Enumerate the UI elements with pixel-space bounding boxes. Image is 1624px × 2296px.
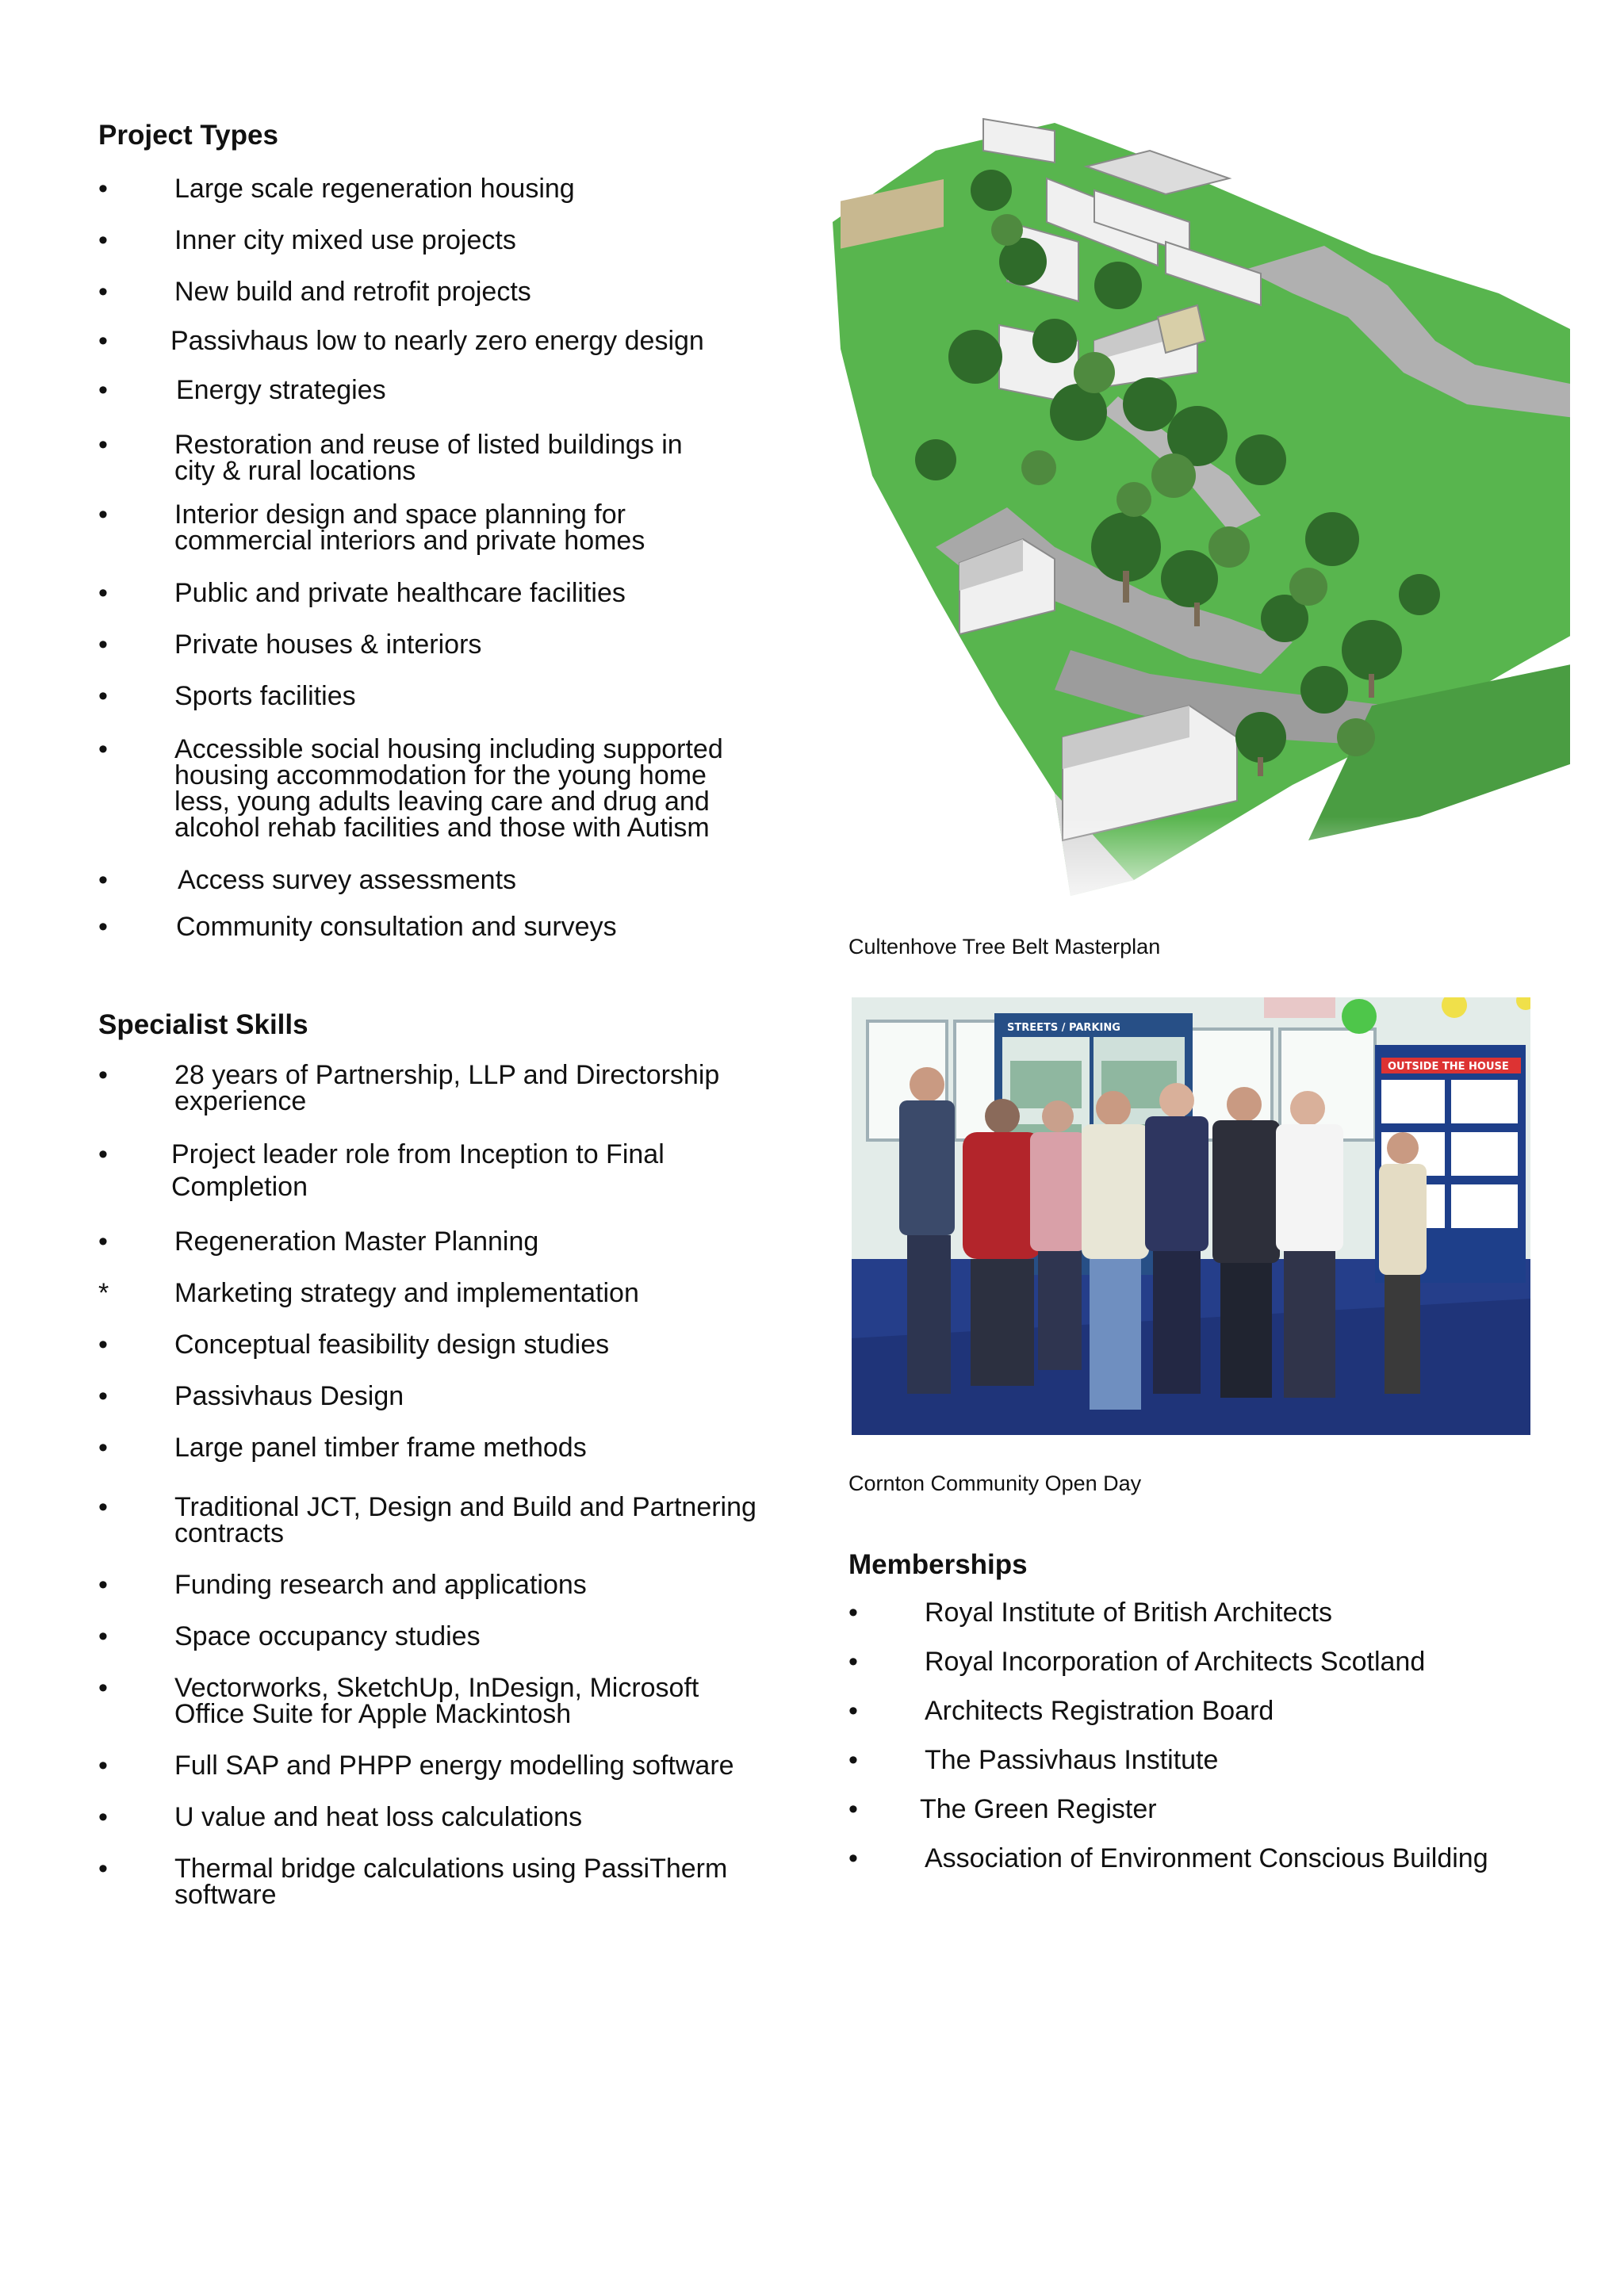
list-item-text: Large panel timber frame methods [174,1433,587,1463]
list-item [98,629,780,660]
list-item-text: Association of Environment Conscious Building [925,1843,1488,1873]
bullet-marker: • [98,1139,108,1169]
board-right-label: OUTSIDE THE HOUSE [1388,1061,1509,1073]
list-item [848,1747,1602,1774]
right-column [848,103,1602,1873]
bullet-marker: • [98,865,108,895]
list-item-text: Interior design and space planning for commercial interiors and private homes [174,499,645,556]
list-item [848,1843,1602,1873]
list-item-text: The Passivhaus Institute [925,1745,1219,1775]
bullet-marker: • [98,225,108,255]
bullet-marker: • [98,1802,108,1832]
list-item [98,1572,780,1598]
list-item [98,683,780,710]
list-item-text: Access survey assessments [178,865,517,895]
list-item [848,1698,1602,1724]
list-item-text: Funding research and applications [174,1570,587,1600]
list-item [98,1226,780,1257]
bullet-marker: • [98,174,108,204]
bullet-marker: • [98,1854,108,1884]
list-item-text: Conceptual feasibility design studies [174,1330,610,1360]
list-item [98,279,780,305]
list-item-text: Vectorworks, SketchUp, InDesign, Microsoft Office Suite for Apple Mackintosh [174,1673,699,1729]
list-item-text: Space occupancy studies [174,1621,481,1651]
list-item-text: Traditional JCT, Design and Build and Partnering contracts [174,1492,756,1548]
open-day-caption: Cornton Community Open Day [848,1471,1142,1495]
specialist-skills-list [98,1062,780,1908]
list-item [98,1138,726,1203]
list-item [98,377,780,404]
bullet-marker: • [848,1794,858,1824]
bullet-marker: • [98,734,108,764]
list-item [98,1804,780,1831]
bullet-marker: • [98,430,108,460]
list-item [98,1280,780,1307]
list-item [98,1621,780,1651]
list-item-text: Restoration and reuse of listed buildings in city & rural locations [174,430,683,486]
bullet-marker: • [98,912,108,942]
list-item-text: Marketing strategy and implementation [174,1278,639,1308]
list-item [848,1649,1602,1675]
bullet-marker: • [98,375,108,405]
list-item-text: Royal Incorporation of Architects Scotland [925,1647,1426,1677]
list-item [98,1494,793,1547]
list-item-text: Project leader role from Inception to Final Completion [171,1139,665,1202]
board-left-label: STREETS / PARKING [1007,1022,1120,1034]
bullet-marker: • [98,1492,108,1522]
list-item [98,225,780,255]
list-item-text: Energy strategies [176,375,386,405]
list-item [98,1856,745,1908]
list-item [98,1062,745,1115]
list-item-text: Private houses & interiors [174,629,482,660]
bullet-marker: • [848,1696,858,1726]
bullet-marker: • [848,1843,858,1873]
list-item-text: The Green Register [920,1794,1157,1824]
list-item [98,328,780,354]
list-item-text: Community consultation and surveys [176,912,617,942]
open-day-photo [852,997,1530,1435]
bullet-marker: • [98,1621,108,1651]
list-item-text: Inner city mixed use projects [174,225,516,255]
masterplan-caption: Cultenhove Tree Belt Masterplan [848,935,1161,959]
masterplan-image [817,103,1570,912]
list-item-text: Sports facilities [174,681,356,711]
masterplan-drawing [817,103,1570,912]
bullet-marker: • [98,1570,108,1600]
list-item-text: Full SAP and PHPP energy modelling software [174,1751,734,1781]
bullet-marker: • [848,1598,858,1628]
list-item-text: New build and retrofit projects [174,277,531,307]
left-column [98,119,780,1908]
list-item [848,1600,1602,1626]
list-item-text: Public and private healthcare facilities [174,578,626,608]
list-item-text: 28 years of Partnership, LLP and Directorship experience [174,1060,720,1116]
list-item [98,867,780,894]
list-item-text: Large scale regeneration housing [174,174,575,204]
list-item-text: Regeneration Master Planning [174,1226,539,1257]
list-item-text: Passivhaus low to nearly zero energy design [170,326,704,356]
bullet-marker: • [98,1060,108,1090]
list-item-text: Passivhaus Design [174,1381,404,1411]
list-item [98,1332,780,1358]
specialist-skills-heading: Specialist Skills [98,1009,308,1040]
bullet-marker: • [848,1745,858,1775]
project-types-list [98,176,780,940]
bullet-marker: * [98,1278,109,1308]
list-item [98,1435,780,1461]
list-item [98,734,745,843]
bullet-marker: • [98,681,108,711]
bullet-marker: • [98,1226,108,1257]
bullet-marker: • [98,578,108,608]
bullet-marker: • [98,1330,108,1360]
list-item [98,1675,730,1728]
bullet-marker: • [98,1751,108,1781]
list-item-text: Thermal bridge calculations using PassiTherm software [174,1854,728,1910]
list-item-text: Royal Institute of British Architects [925,1598,1332,1628]
list-item-text: U value and heat loss calculations [174,1802,583,1832]
bullet-marker: • [98,1381,108,1411]
list-item [848,1794,1602,1824]
list-item [98,1383,780,1410]
bullet-marker: • [98,629,108,660]
list-item-text: Accessible social housing including supported housing accommodation for the young home less, young adults leaving care and drug and alcohol rehab facilities and those with Autism [174,734,723,843]
open-day-scene [852,997,1530,1435]
list-item [98,499,730,556]
list-item [98,432,730,484]
bullet-marker: • [848,1647,858,1677]
memberships-heading: Memberships [848,1549,1028,1580]
bullet-marker: • [98,277,108,307]
list-item-text: Architects Registration Board [925,1696,1274,1726]
bullet-marker: • [98,499,108,530]
project-types-heading: Project Types [98,120,278,151]
list-item [98,580,780,607]
bullet-marker: • [98,1673,108,1703]
memberships-list [848,1600,1602,1872]
list-item [98,914,780,940]
list-item [98,1753,780,1779]
bullet-marker: • [98,326,108,356]
list-item [98,176,780,202]
bullet-marker: • [98,1433,108,1463]
